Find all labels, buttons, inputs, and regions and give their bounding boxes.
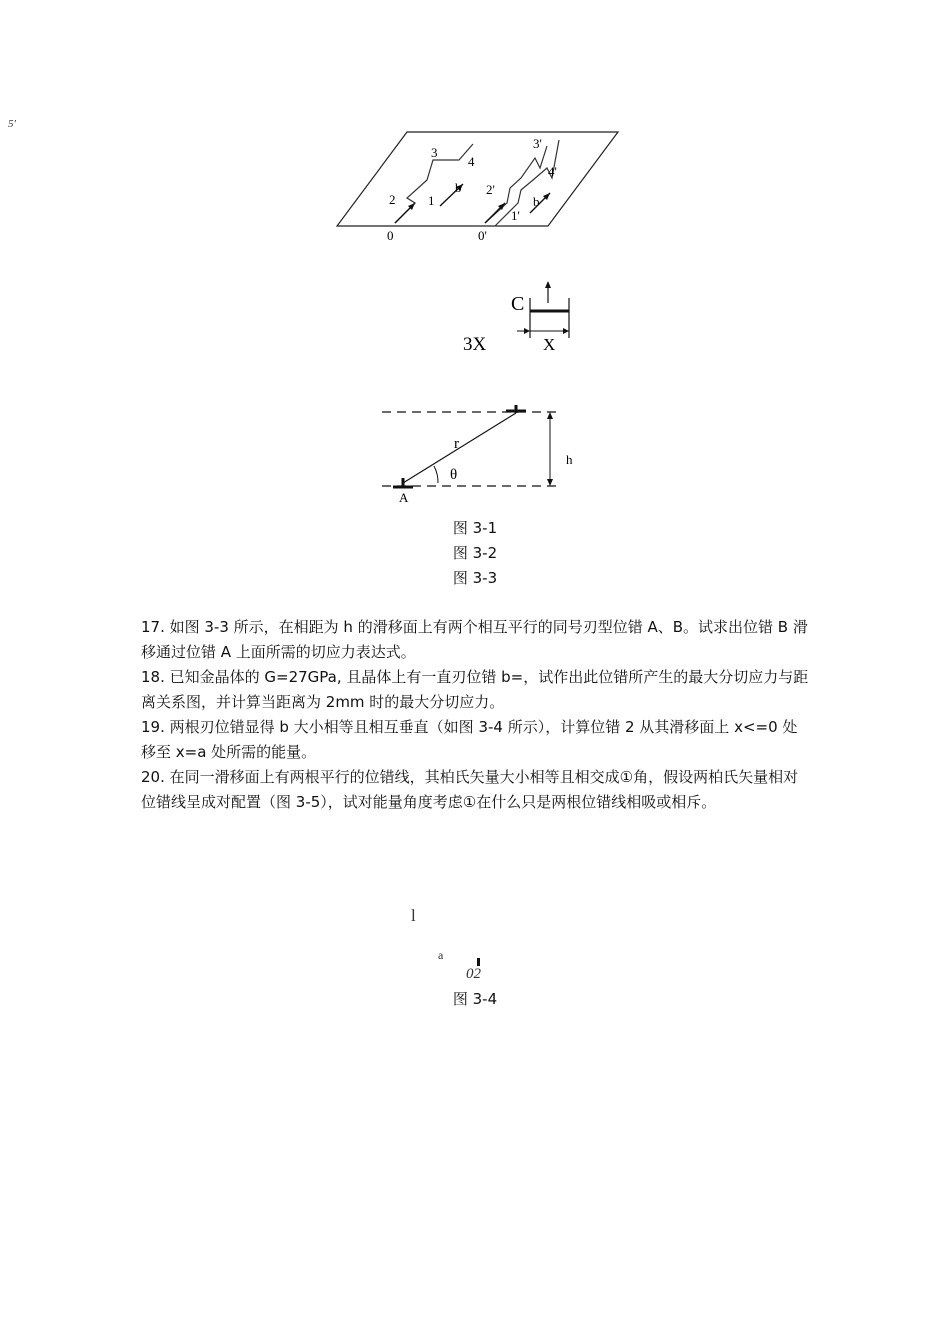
label-a: A (399, 490, 409, 505)
line-r (403, 413, 516, 483)
problem-list (141, 615, 811, 815)
label-3x: 3X (463, 334, 487, 355)
caption-fig-3-2: 图 3-2 (452, 544, 498, 562)
label-3-prime: 3' (533, 136, 542, 151)
label-3: 3 (431, 145, 438, 160)
label-theta: θ (450, 467, 458, 483)
label-b-left: b (455, 180, 462, 195)
caption-fig-3-1: 图 3-1 (452, 519, 498, 537)
label-1-prime: 1' (511, 208, 520, 223)
problem-19: 19. 两根刃位错显得 b 大小相等且相互垂直（如图 3-4 所示），计算位错 2 从其滑移面上 x<=0 处移至 x=a 处所需的能量。 (141, 718, 798, 761)
label-b-right: b (533, 194, 540, 209)
figure-3-2-diagram (455, 278, 585, 358)
label-x: X (543, 335, 556, 354)
label-0: 0 (387, 228, 394, 243)
label-4: 4 (468, 154, 475, 169)
caption-fig-3-3: 图 3-3 (452, 569, 498, 587)
problem-17: 17. 如图 3-3 所示，在相距为 h 的滑移面上有两个相互平行的同号刃型位错 A、B。试求出位错 B 滑移通过位错 A 上面所需的切应力表达式。 (141, 618, 808, 661)
fig-3-4-dislocation-mark (477, 958, 480, 966)
fig-3-4-label-02: 02 (466, 966, 481, 982)
figure-3-3-diagram (378, 402, 593, 507)
fig-3-4-label-l: l (411, 906, 416, 925)
figure-3-1-diagram (335, 128, 620, 243)
label-4-prime: 4' (548, 164, 557, 179)
label-2-prime: 2' (486, 182, 495, 197)
corner-mark: 5' (8, 118, 16, 130)
label-c: C (511, 293, 525, 315)
label-r: r (454, 436, 459, 452)
label-2: 2 (389, 192, 396, 207)
fig-3-4-label-a: a (438, 948, 444, 962)
problem-18: 18. 已知金晶体的 G=27GPa, 且晶体上有一直刃位错 b=，试作出此位错所产生的最大分切应力与距离关系图，并计算当距离为 2mm 时的最大分切应力。 (141, 668, 809, 711)
problem-20: 20. 在同一滑移面上有两根平行的位错线，其柏氏矢量大小相等且相交成①角，假设两柏氏矢量相对位错线呈成对配置（图 3-5），试对能量角度考虑①在什么只是两根位错线相吸或相斥。 (141, 768, 799, 811)
label-1: 1 (428, 193, 435, 208)
label-0-prime: 0' (478, 228, 487, 243)
label-h: h (566, 452, 573, 467)
caption-fig-3-4: 图 3-4 (452, 990, 498, 1008)
